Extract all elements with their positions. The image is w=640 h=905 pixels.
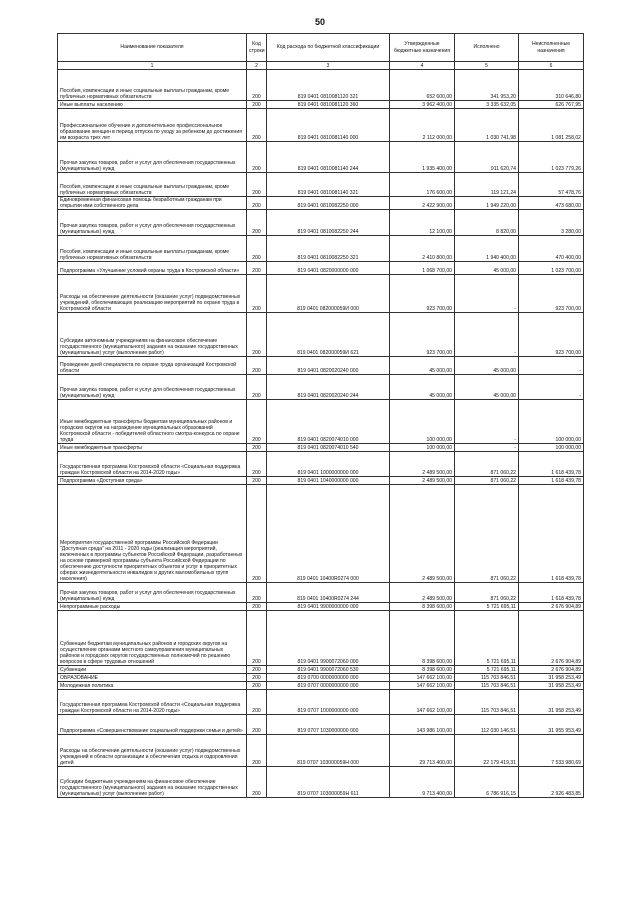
executed-amount-cell: 341 953,20: [455, 70, 519, 101]
approved-amount-cell: 2 489 500,00: [390, 477, 455, 485]
approved-amount-cell: 2 422 900,00: [390, 197, 455, 210]
approved-amount-cell: 3 962 400,00: [390, 101, 455, 109]
table-row: [58, 485, 584, 583]
table-row: [58, 275, 584, 313]
table-row: [58, 210, 584, 236]
unexecuted-amount-cell: 7 533 980,69: [519, 735, 584, 767]
expense-code-cell: 819 0401 9900000000 000: [267, 603, 390, 611]
budget-execution-table: [57, 33, 584, 798]
expense-code-cell: 819 0401 0820074010 000: [267, 400, 390, 444]
line-code-cell: 200: [247, 682, 267, 690]
table-row: [58, 101, 584, 109]
indicator-name-cell: Пособия, компенсации и иные социальные выплаты гражданам, кроме публичных нормативных обязательств: [58, 236, 247, 262]
expense-code-cell: 819 0707 1000000000 000: [267, 690, 390, 715]
line-code-cell: 200: [247, 357, 267, 375]
unexecuted-amount-cell: -: [519, 357, 584, 375]
indicator-name-cell: Иные выплаты населению: [58, 101, 247, 109]
line-code-cell: 200: [247, 444, 267, 452]
approved-amount-cell: 9 713 400,00: [390, 767, 455, 798]
executed-amount-cell: 5 721 695,11: [455, 666, 519, 674]
unexecuted-amount-cell: 310 646,80: [519, 70, 584, 101]
unexecuted-amount-cell: 1 618 439,78: [519, 452, 584, 477]
approved-amount-cell: 45 000,00: [390, 357, 455, 375]
line-code-cell: 200: [247, 690, 267, 715]
executed-amount-cell: 115 703 846,51: [455, 674, 519, 682]
indicator-name-cell: Субсидии бюджетным учреждениям на финансовое обеспечение государственного (муниципального) задания на оказание государственных (муниципальных) услуг (выполнение работ): [58, 767, 247, 798]
unexecuted-amount-cell: 473 680,00: [519, 197, 584, 210]
executed-amount-cell: 6 786 916,15: [455, 767, 519, 798]
table-row: [58, 682, 584, 690]
line-code-cell: 200: [247, 142, 267, 173]
line-code-cell: 200: [247, 452, 267, 477]
approved-amount-cell: 100 000,00: [390, 444, 455, 452]
table-row: [58, 444, 584, 452]
unexecuted-amount-cell: 57 478,76: [519, 173, 584, 197]
expense-code-cell: 819 0401 9900072060 530: [267, 666, 390, 674]
line-code-cell: 200: [247, 583, 267, 603]
column-number: 6: [519, 62, 584, 70]
table-header-row: [58, 34, 584, 62]
indicator-name-cell: Иные межбюджетные трансферты: [58, 444, 247, 452]
approved-amount-cell: 12 100,00: [390, 210, 455, 236]
header-line-code: Код строки: [247, 34, 267, 62]
line-code-cell: 200: [247, 173, 267, 197]
unexecuted-amount-cell: 1 618 439,78: [519, 583, 584, 603]
indicator-name-cell: Подпрограмма «Доступная среда»: [58, 477, 247, 485]
expense-code-cell: 819 0401 0820020240 000: [267, 357, 390, 375]
table-row: [58, 70, 584, 101]
header-executed: Исполнено: [455, 34, 519, 62]
line-code-cell: 200: [247, 236, 267, 262]
line-code-cell: 200: [247, 603, 267, 611]
indicator-name-cell: Единовременная финансовая помощь безработным гражданам при открытии ими собственного дела: [58, 197, 247, 210]
line-code-cell: 200: [247, 70, 267, 101]
indicator-name-cell: Расходы на обеспечение деятельности (оказание услуг) подведомственных учреждений, обеспечивающих реализацию мероприятий по охране труда в Костромской области: [58, 275, 247, 313]
approved-amount-cell: 8 398 600,00: [390, 611, 455, 666]
approved-amount-cell: 2 489 500,00: [390, 583, 455, 603]
table-row: [58, 767, 584, 798]
expense-code-cell: 819 0401 0810082250 000: [267, 197, 390, 210]
unexecuted-amount-cell: 1 023 700,00: [519, 262, 584, 275]
line-code-cell: 200: [247, 313, 267, 357]
approved-amount-cell: 147 662 100,00: [390, 682, 455, 690]
expense-code-cell: 819 0401 0810081120 360: [267, 101, 390, 109]
line-code-cell: 200: [247, 666, 267, 674]
executed-amount-cell: 8 820,00: [455, 210, 519, 236]
indicator-name-cell: Прочая закупка товаров, работ и услуг для обеспечения государственных (муниципальных) нужд: [58, 583, 247, 603]
approved-amount-cell: 147 662 100,00: [390, 690, 455, 715]
executed-amount-cell: 45 000,00: [455, 357, 519, 375]
table-row: [58, 375, 584, 400]
indicator-name-cell: Мероприятия государственной программы Российской Федерации "Доступная среда" на 2011 - 2020 годы (реализация мероприятий, включенных в программы субъектов Российской Федерации, разработанных на основе примерной программы субъекта Российской Федерации по обеспечению доступности приоритетных объектов и услуг в приоритетных сферах жизнедеятельности инвалидов и других маломобильных групп населения): [58, 485, 247, 583]
indicator-name-cell: Субвенции: [58, 666, 247, 674]
unexecuted-amount-cell: 1 618 439,78: [519, 485, 584, 583]
column-number: 5: [455, 62, 519, 70]
approved-amount-cell: 8 398 600,00: [390, 603, 455, 611]
expense-code-cell: 819 0401 9900072060 000: [267, 611, 390, 666]
indicator-name-cell: Государственная программа Костромской области «Социальная поддержка граждан Костромской области на 2014-2020 годы»: [58, 452, 247, 477]
table-row: [58, 452, 584, 477]
indicator-name-cell: Государственная программа Костромской области «Социальная поддержка граждан Костромской области на 2014-2020 годы»: [58, 690, 247, 715]
indicator-name-cell: Проведение дней специалиста по охране труда организаций Костромской области: [58, 357, 247, 375]
table-row: [58, 674, 584, 682]
executed-amount-cell: 45 000,00: [455, 375, 519, 400]
unexecuted-amount-cell: 2 676 904,89: [519, 603, 584, 611]
executed-amount-cell: 1 030 741,98: [455, 109, 519, 142]
unexecuted-amount-cell: 470 400,00: [519, 236, 584, 262]
table-row: [58, 690, 584, 715]
expense-code-cell: 819 0401 1040000000 000: [267, 477, 390, 485]
unexecuted-amount-cell: 31 958 253,49: [519, 674, 584, 682]
column-number: 4: [390, 62, 455, 70]
executed-amount-cell: 871 060,22: [455, 485, 519, 583]
header-indicator-name: Наименование показателя: [58, 34, 247, 62]
line-code-cell: 200: [247, 767, 267, 798]
approved-amount-cell: 923 700,00: [390, 275, 455, 313]
expense-code-cell: 819 0707 1030000000 000: [267, 715, 390, 735]
line-code-cell: 200: [247, 262, 267, 275]
executed-amount-cell: 871 060,22: [455, 452, 519, 477]
page-number: 50: [314, 17, 325, 27]
expense-code-cell: 819 0401 0810081140 321: [267, 173, 390, 197]
unexecuted-amount-cell: 1 618 439,78: [519, 477, 584, 485]
unexecuted-amount-cell: 100 000,00: [519, 400, 584, 444]
expense-code-cell: 819 0401 10400R0274 000: [267, 485, 390, 583]
unexecuted-amount-cell: 3 280,00: [519, 210, 584, 236]
executed-amount-cell: 119 121,24: [455, 173, 519, 197]
expense-code-cell: 819 0401 0810081140 000: [267, 109, 390, 142]
line-code-cell: 200: [247, 375, 267, 400]
expense-code-cell: 819 0707 103000059Н 611: [267, 767, 390, 798]
line-code-cell: 200: [247, 485, 267, 583]
line-code-cell: 200: [247, 735, 267, 767]
indicator-name-cell: Пособия, компенсации и иные социальные выплаты гражданам, кроме публичных нормативных обязательств: [58, 70, 247, 101]
header-unexecuted: Неисполненные назначения: [519, 34, 584, 62]
expense-code-cell: 819 0401 0810081120 321: [267, 70, 390, 101]
unexecuted-amount-cell: 1 023 779,26: [519, 142, 584, 173]
approved-amount-cell: 29 713 400,00: [390, 735, 455, 767]
approved-amount-cell: 143 986 100,00: [390, 715, 455, 735]
table-row: [58, 715, 584, 735]
expense-code-cell: 819 0401 0810082250 321: [267, 236, 390, 262]
header-expense-code: Код расхода по бюджетной классификации: [267, 34, 390, 62]
expense-code-cell: 819 0401 0810081140 244: [267, 142, 390, 173]
table-row: [58, 197, 584, 210]
table-row: [58, 583, 584, 603]
expense-code-cell: 819 0401 082000059И 621: [267, 313, 390, 357]
column-number: 3: [267, 62, 390, 70]
line-code-cell: 200: [247, 611, 267, 666]
line-code-cell: 200: [247, 400, 267, 444]
approved-amount-cell: 147 662 100,00: [390, 674, 455, 682]
approved-amount-cell: 652 600,00: [390, 70, 455, 101]
approved-amount-cell: 923 700,00: [390, 313, 455, 357]
executed-amount-cell: 5 721 695,11: [455, 611, 519, 666]
unexecuted-amount-cell: 626 767,95: [519, 101, 584, 109]
unexecuted-amount-cell: 31 955 953,49: [519, 715, 584, 735]
expense-code-cell: 819 0401 10400R0274 244: [267, 583, 390, 603]
approved-amount-cell: 45 000,00: [390, 375, 455, 400]
table-row: [58, 611, 584, 666]
approved-amount-cell: 2 489 500,00: [390, 452, 455, 477]
expense-code-cell: 819 0401 082000059И 000: [267, 275, 390, 313]
indicator-name-cell: Подпрограмма «Улучшение условий охраны труда в Костромской области»: [58, 262, 247, 275]
table-row: [58, 603, 584, 611]
line-code-cell: 200: [247, 275, 267, 313]
line-code-cell: 200: [247, 674, 267, 682]
approved-amount-cell: 2 410 800,00: [390, 236, 455, 262]
indicator-name-cell: Непрограммные расходы: [58, 603, 247, 611]
indicator-name-cell: Молодежная политика: [58, 682, 247, 690]
executed-amount-cell: -: [455, 444, 519, 452]
indicator-name-cell: Иные межбюджетные трансферты бюджетам муниципальных районов и городских округов на награждение муниципальных образований Костромской области - победителей областного смотра-конкурса по охране труда: [58, 400, 247, 444]
line-code-cell: 200: [247, 715, 267, 735]
executed-amount-cell: 115 703 846,51: [455, 690, 519, 715]
table-row: [58, 400, 584, 444]
indicator-name-cell: Пособия, компенсации и иные социальные выплаты гражданам, кроме публичных нормативных обязательств: [58, 173, 247, 197]
executed-amount-cell: 3 335 632,05: [455, 101, 519, 109]
executed-amount-cell: 45 000,00: [455, 262, 519, 275]
table-row: [58, 477, 584, 485]
approved-amount-cell: 2 112 000,00: [390, 109, 455, 142]
expense-code-cell: 819 0401 1000000000 000: [267, 452, 390, 477]
executed-amount-cell: -: [455, 400, 519, 444]
column-number-row: [58, 62, 584, 70]
indicator-name-cell: Профессиональное обучение и дополнительное профессиональное образование женщин в период отпуска по уходу за ребенком до достижения им возраста трех лет: [58, 109, 247, 142]
indicator-name-cell: Расходы на обеспечение деятельности (оказание услуг) подведомственных учреждений в области организации и обеспечения отдыха и оздоровления детей: [58, 735, 247, 767]
line-code-cell: 200: [247, 477, 267, 485]
line-code-cell: 200: [247, 197, 267, 210]
indicator-name-cell: Прочая закупка товаров, работ и услуг для обеспечения государственных (муниципальных) нужд: [58, 375, 247, 400]
unexecuted-amount-cell: 2 676 904,89: [519, 666, 584, 674]
approved-amount-cell: 2 489 500,00: [390, 485, 455, 583]
expense-code-cell: 819 0401 0820020240 244: [267, 375, 390, 400]
table-row: [58, 735, 584, 767]
executed-amount-cell: 1 949 220,00: [455, 197, 519, 210]
unexecuted-amount-cell: 923 700,00: [519, 313, 584, 357]
executed-amount-cell: 22 179 419,31: [455, 735, 519, 767]
executed-amount-cell: 5 721 695,11: [455, 603, 519, 611]
unexecuted-amount-cell: 100 000,00: [519, 444, 584, 452]
unexecuted-amount-cell: 2 926 483,85: [519, 767, 584, 798]
approved-amount-cell: 8 398 600,00: [390, 666, 455, 674]
table-row: [58, 262, 584, 275]
executed-amount-cell: 1 940 400,00: [455, 236, 519, 262]
table-row: [58, 173, 584, 197]
approved-amount-cell: 100 000,00: [390, 400, 455, 444]
table-row: [58, 236, 584, 262]
executed-amount-cell: 115 703 846,51: [455, 682, 519, 690]
expense-code-cell: 819 0707 103000059Н 000: [267, 735, 390, 767]
expense-code-cell: 819 0700 0000000000 000: [267, 674, 390, 682]
expense-code-cell: 819 0401 0820074010 540: [267, 444, 390, 452]
table-row: [58, 666, 584, 674]
unexecuted-amount-cell: 923 700,00: [519, 275, 584, 313]
indicator-name-cell: Прочая закупка товаров, работ и услуг для обеспечения государственных (муниципальных) нужд: [58, 142, 247, 173]
line-code-cell: 200: [247, 109, 267, 142]
indicator-name-cell: Субвенции бюджетам муниципальных районов и городских округов на осуществление органами местного самоуправления муниципальных районов и городских округов государственных полномочий по решению вопросов в сфере трудовых отношений: [58, 611, 247, 666]
table-row: [58, 142, 584, 173]
line-code-cell: 200: [247, 210, 267, 236]
approved-amount-cell: 1 068 700,00: [390, 262, 455, 275]
executed-amount-cell: -: [455, 313, 519, 357]
expense-code-cell: 819 0707 0000000000 000: [267, 682, 390, 690]
line-code-cell: 200: [247, 101, 267, 109]
table-row: [58, 357, 584, 375]
unexecuted-amount-cell: -: [519, 375, 584, 400]
column-number: 1: [58, 62, 247, 70]
header-approved: Утвержденные бюджетные назначения: [390, 34, 455, 62]
table-body: [58, 70, 584, 798]
executed-amount-cell: 911 620,74: [455, 142, 519, 173]
unexecuted-amount-cell: 31 958 253,49: [519, 682, 584, 690]
table-row: [58, 313, 584, 357]
indicator-name-cell: Подпрограмма «Совершенствование социальной поддержки семьи и детей»: [58, 715, 247, 735]
expense-code-cell: 819 0401 0820000000 000: [267, 262, 390, 275]
unexecuted-amount-cell: 31 958 253,49: [519, 690, 584, 715]
executed-amount-cell: 112 030 146,51: [455, 715, 519, 735]
executed-amount-cell: 871 060,22: [455, 477, 519, 485]
approved-amount-cell: 176 600,00: [390, 173, 455, 197]
column-number: 2: [247, 62, 267, 70]
expense-code-cell: 819 0401 0810082250 244: [267, 210, 390, 236]
indicator-name-cell: ОБРАЗОВАНИЕ: [58, 674, 247, 682]
approved-amount-cell: 1 935 400,00: [390, 142, 455, 173]
unexecuted-amount-cell: 1 081 258,02: [519, 109, 584, 142]
executed-amount-cell: -: [455, 275, 519, 313]
executed-amount-cell: 871 060,22: [455, 583, 519, 603]
indicator-name-cell: Прочая закупка товаров, работ и услуг для обеспечения государственных (муниципальных) нужд: [58, 210, 247, 236]
unexecuted-amount-cell: 2 676 904,89: [519, 611, 584, 666]
table-row: [58, 109, 584, 142]
indicator-name-cell: Субсидии автономным учреждениям на финансовое обеспечение государственного (муниципального) задания на оказание государственных (муниципальных) услуг (выполнение работ): [58, 313, 247, 357]
